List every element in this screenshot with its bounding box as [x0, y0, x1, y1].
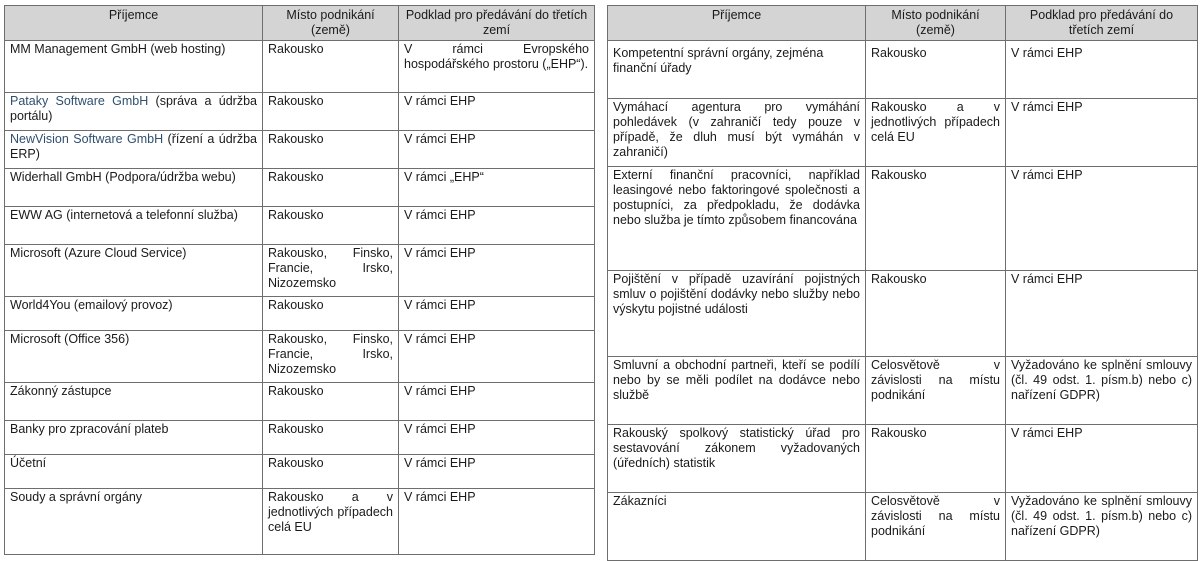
- recipient-cell: Zákonný zástupce: [5, 383, 263, 421]
- recipient-cell: [5, 93, 263, 131]
- place-cell: Rakousko: [263, 207, 399, 245]
- recipient-description: (řízení a údržba ERP): [10, 132, 257, 161]
- recipient-cell: Widerhall GmbH (Podpora/údržba webu): [5, 169, 263, 207]
- recipient-cell: Rakouský spolkový statistický úřad pro sestavování zákonem vyžadovaných (úředních) statistik: [608, 425, 866, 493]
- table-row: [608, 41, 1198, 99]
- basis-cell: V rámci EHP: [399, 331, 595, 383]
- place-cell: Rakousko: [263, 169, 399, 207]
- table-row: [608, 493, 1198, 561]
- recipients-table-left: [4, 5, 595, 555]
- recipient-cell: Kompetentní správní orgány, zejména finanční úřady: [608, 41, 866, 99]
- table-row: [5, 455, 595, 489]
- table-row: [5, 41, 595, 93]
- place-cell: Rakousko: [866, 425, 1006, 493]
- table-row: [5, 207, 595, 245]
- basis-cell: V rámci EHP: [399, 93, 595, 131]
- basis-cell: V rámci EHP: [1006, 99, 1198, 167]
- basis-cell: V rámci EHP: [1006, 425, 1198, 493]
- table-row: [5, 489, 595, 555]
- place-cell: Rakousko: [866, 271, 1006, 357]
- recipient-cell: [5, 131, 263, 169]
- place-cell: Rakousko: [263, 297, 399, 331]
- table-row: [5, 331, 595, 383]
- header-basis: Podklad pro předávání do třetích zemí: [399, 6, 595, 41]
- recipient-cell: MM Management GmbH (web hosting): [5, 41, 263, 93]
- place-cell: Rakousko a v jednotlivých případech celá EU: [263, 489, 399, 555]
- recipient-cell: World4You (emailový provoz): [5, 297, 263, 331]
- table-row: [5, 383, 595, 421]
- basis-cell: V rámci EHP: [399, 421, 595, 455]
- place-cell: Rakousko: [263, 131, 399, 169]
- recipient-cell: Banky pro zpracování plateb: [5, 421, 263, 455]
- place-cell: Rakousko: [263, 41, 399, 93]
- place-cell: Rakousko: [263, 421, 399, 455]
- basis-cell: V rámci EHP: [399, 131, 595, 169]
- recipient-cell: Externí finanční pracovníci, například leasingové nebo faktoringové společnosti a postupníci, za předpokladu, že dodávka nebo služba je tímto způsobem financována: [608, 167, 866, 271]
- basis-cell: V rámci EHP: [1006, 41, 1198, 99]
- place-cell: Rakousko: [263, 93, 399, 131]
- table-row: [5, 93, 595, 131]
- header-basis: Podklad pro předávání do třetích zemí: [1006, 6, 1198, 41]
- table-row: [608, 425, 1198, 493]
- basis-cell: V rámci EHP: [399, 297, 595, 331]
- basis-cell: V rámci EHP: [399, 455, 595, 489]
- header-row: [608, 6, 1198, 41]
- place-cell: Celosvětově v závislosti na místu podnikání: [866, 357, 1006, 425]
- basis-cell: V rámci EHP: [1006, 271, 1198, 357]
- basis-cell: V rámci EHP: [399, 489, 595, 555]
- basis-cell: V rámci EHP: [399, 245, 595, 297]
- place-cell: Rakousko: [263, 455, 399, 489]
- header-recipient: Příjemce: [608, 6, 866, 41]
- place-cell: Rakousko, Finsko, Francie, Irsko, Nizozemsko: [263, 331, 399, 383]
- table-row: [608, 167, 1198, 271]
- basis-cell: V rámci EHP: [399, 383, 595, 421]
- header-row: [5, 6, 595, 41]
- recipient-cell: Zákazníci: [608, 493, 866, 561]
- recipient-link: NewVision Software GmbH: [10, 132, 164, 146]
- place-cell: Rakousko: [263, 383, 399, 421]
- place-cell: Celosvětově v závislosti na místu podnikání: [866, 493, 1006, 561]
- table-row: [5, 245, 595, 297]
- table-row: [5, 169, 595, 207]
- recipient-cell: EWW AG (internetová a telefonní služba): [5, 207, 263, 245]
- recipient-cell: Účetní: [5, 455, 263, 489]
- recipients-table-right: [607, 5, 1198, 561]
- table-row: [608, 99, 1198, 167]
- recipient-cell: Soudy a správní orgány: [5, 489, 263, 555]
- place-cell: Rakousko a v jednotlivých případech celá EU: [866, 99, 1006, 167]
- place-cell: Rakousko: [866, 167, 1006, 271]
- table-row: [608, 271, 1198, 357]
- header-place: Místo podnikání (země): [866, 6, 1006, 41]
- recipient-link: Pataky Software GmbH: [10, 94, 149, 108]
- table-row: [5, 131, 595, 169]
- table-row: [608, 357, 1198, 425]
- recipient-cell: Microsoft (Office 356): [5, 331, 263, 383]
- place-cell: Rakousko, Finsko, Francie, Irsko, Nizozemsko: [263, 245, 399, 297]
- place-cell: Rakousko: [866, 41, 1006, 99]
- recipient-cell: Microsoft (Azure Cloud Service): [5, 245, 263, 297]
- basis-cell: Vyžadováno ke splnění smlouvy (čl. 49 odst. 1. písm.b) nebo c) nařízení GDPR): [1006, 493, 1198, 561]
- basis-cell: V rámci EHP: [399, 207, 595, 245]
- table-row: [5, 297, 595, 331]
- basis-cell: Vyžadováno ke splnění smlouvy (čl. 49 odst. 1. písm.b) nebo c) nařízení GDPR): [1006, 357, 1198, 425]
- recipient-cell: Smluvní a obchodní partneři, kteří se podílí nebo by se měli podílet na dodávce nebo službě: [608, 357, 866, 425]
- header-place: Místo podnikání (země): [263, 6, 399, 41]
- recipient-cell: Pojištění v případě uzavírání pojistných smluv o pojištění dodávky nebo služby nebo výskytu pojistné události: [608, 271, 866, 357]
- basis-cell: V rámci „EHP“: [399, 169, 595, 207]
- basis-cell: V rámci EHP: [1006, 167, 1198, 271]
- table-row: [5, 421, 595, 455]
- recipient-cell: Vymáhací agentura pro vymáhání pohledávek (v zahraničí tedy pouze v případě, že dluh musí být vymáhán v zahraničí): [608, 99, 866, 167]
- recipient-description: (správa a údržba portálu): [10, 94, 257, 123]
- header-recipient: Příjemce: [5, 6, 263, 41]
- basis-cell: V rámci Evropského hospodářského prostoru („EHP“).: [399, 41, 595, 93]
